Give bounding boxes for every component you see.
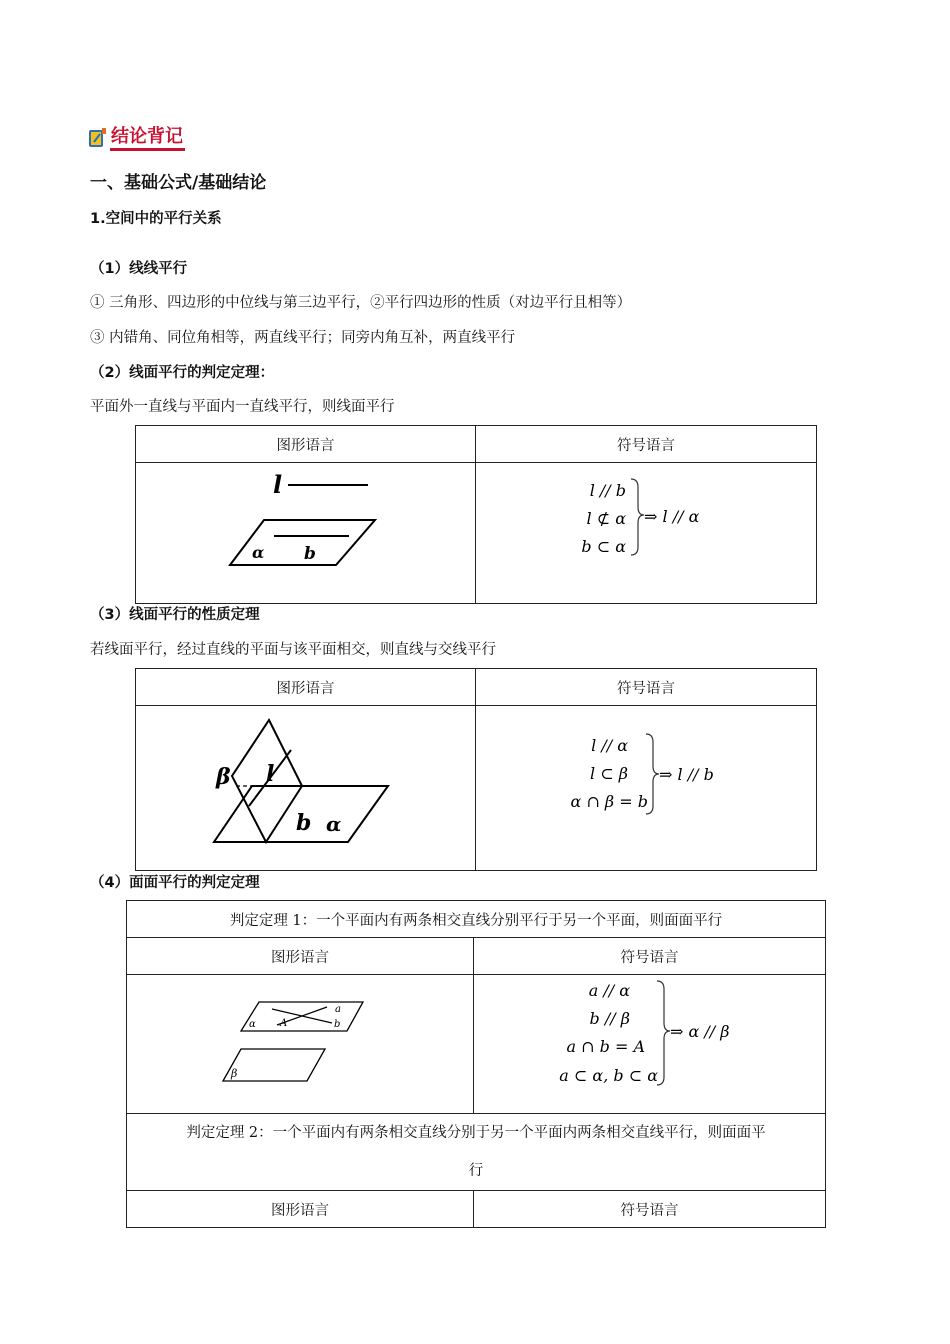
part3-desc: 若线面平行，经过直线的平面与该平面相交，则直线与交线平行: [90, 642, 496, 658]
premise-3: a ∩ b = A: [566, 1037, 645, 1056]
plane-plane-parallel-figure: [127, 975, 474, 1109]
part4-symbol-formula: [474, 975, 826, 1109]
fig-label-b: b: [296, 810, 312, 836]
conclusion: ⇒ l // b: [659, 765, 714, 784]
col-header-figure-2: 图形语言: [127, 1191, 474, 1228]
part4-table: [126, 900, 826, 1228]
theorem2-text: [127, 1114, 826, 1191]
fig-label-b: b: [304, 544, 316, 564]
part1-line2: ③ 内错角、同位角相等，两直线平行；同旁内角互补，两直线平行: [90, 330, 516, 346]
theorem2-line1: 判定定理 2：一个平面内有两条相交直线分别于另一个平面内两条相交直线平行，则面面平: [186, 1125, 766, 1141]
fig-label-beta: β: [231, 1067, 238, 1080]
book-pencil-icon: [88, 127, 108, 149]
part2-symbol-cell: [476, 463, 817, 604]
premise-2: l ⊄ α: [586, 509, 626, 528]
col-header-symbol-2: 符号语言: [474, 1191, 826, 1228]
fig-label-l: l: [273, 470, 283, 499]
part2-table: [135, 425, 817, 604]
line-plane-parallel-figure: [136, 463, 476, 599]
premise-3: α ∩ β = b: [570, 792, 648, 811]
theorem2-line2: 行: [468, 1163, 484, 1179]
fig-label-l: l: [266, 761, 275, 787]
col-header-symbol: 符号语言: [476, 426, 817, 463]
part1-heading: （1）线线平行: [90, 261, 188, 277]
part3-symbol-formula: [476, 706, 817, 866]
premise-1: l // b: [589, 481, 626, 500]
brace: [631, 479, 644, 555]
line-plane-property-figure: [136, 706, 476, 866]
part4-heading: （4）面面平行的判定定理: [90, 875, 260, 891]
conclusion: ⇒ α // β: [670, 1022, 730, 1041]
premise-2: l ⊂ β: [590, 764, 628, 783]
fig-label-A: A: [280, 1018, 288, 1029]
premise-1: a // α: [588, 981, 630, 1000]
premise-3: b ⊂ α: [581, 537, 626, 556]
fig-label-a: a: [335, 1004, 341, 1015]
fig-label-alpha: α: [249, 1019, 256, 1030]
part3-heading: （3）线面平行的性质定理: [90, 607, 260, 623]
subsection-title: 1.空间中的平行关系: [90, 211, 222, 227]
badge-label: 结论背记: [110, 126, 185, 151]
premise-2: b // β: [589, 1009, 630, 1028]
part2-heading: （2）线面平行的判定定理：: [90, 365, 275, 381]
fig-label-alpha: α: [252, 543, 265, 562]
part3-table: [135, 668, 817, 871]
col-header-figure: 图形语言: [136, 426, 476, 463]
fig-label-beta: β: [216, 764, 231, 790]
part3-symbol-cell: [476, 706, 817, 871]
part2-symbol-formula: [476, 463, 817, 599]
premise-4: a ⊂ α, b ⊂ α: [559, 1066, 658, 1085]
section-title: 一、基础公式/基础结论: [90, 173, 267, 193]
col-header-figure: 图形语言: [127, 938, 474, 975]
col-header-symbol: 符号语言: [474, 938, 826, 975]
premise-1: l // α: [591, 736, 628, 755]
col-header-figure: 图形语言: [136, 669, 476, 706]
col-header-symbol: 符号语言: [476, 669, 817, 706]
part1-line1: ① 三角形、四边形的中位线与第三边平行，②平行四边形的性质（对边平行且相等）: [90, 295, 632, 311]
part4-figure-cell: [127, 975, 474, 1114]
part2-desc: 平面外一直线与平面内一直线平行，则线面平行: [90, 399, 395, 415]
plane-beta: [223, 1049, 325, 1081]
fig-label-b: b: [334, 1019, 341, 1030]
part4-symbol-cell: [474, 975, 826, 1114]
theorem1-text: 判定定理 1：一个平面内有两条相交直线分别平行于另一个平面，则面面平行: [127, 901, 826, 938]
fig-label-alpha: α: [326, 812, 342, 836]
brace: [657, 981, 670, 1085]
section-badge: [88, 124, 185, 152]
part3-figure-cell: [136, 706, 476, 871]
part2-figure-cell: [136, 463, 476, 604]
conclusion: ⇒ l // α: [644, 507, 700, 526]
